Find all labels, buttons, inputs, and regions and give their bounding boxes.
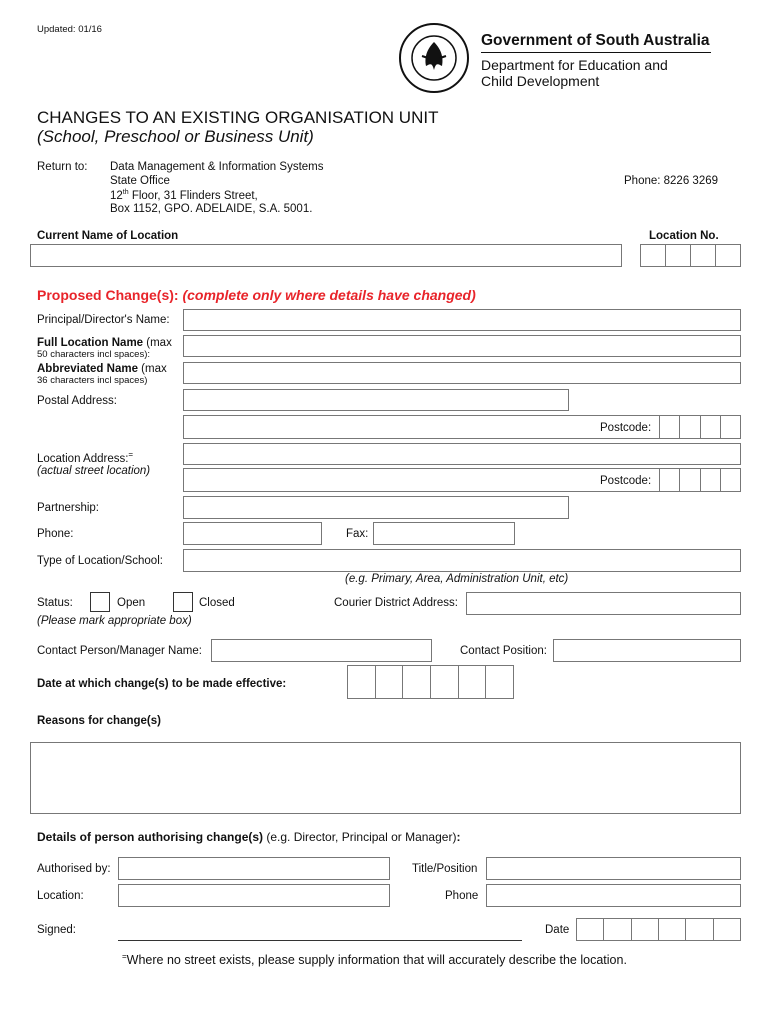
title-position-label: Title/Position [412, 863, 478, 875]
status-open-label: Open [117, 597, 146, 609]
location-address-label [37, 450, 133, 465]
abbr-name-limit: 36 characters incl spaces) [37, 375, 148, 386]
header-rule [481, 52, 711, 53]
page-title: CHANGES TO AN EXISTING ORGANISATION UNIT [37, 108, 439, 127]
authorising-heading-note: (e.g. Director, Principal or Manager) [263, 830, 457, 844]
location-postcode-label: Postcode: [600, 475, 652, 487]
abbr-name-label-bold: Abbreviated Name [37, 363, 138, 375]
courier-field[interactable] [466, 592, 741, 615]
full-name-label-bold: Full Location Name [37, 337, 144, 349]
authorising-heading [37, 830, 460, 844]
return-line-3 [110, 189, 258, 202]
status-label: Status: [37, 597, 73, 609]
location-address-note: (actual street location) [37, 465, 151, 477]
proposed-changes-title: Proposed Change(s): [37, 287, 179, 303]
authorised-by-label: Authorised by: [37, 863, 111, 875]
proposed-changes-heading [37, 287, 476, 303]
auth-phone-field[interactable] [486, 884, 741, 907]
title-position-field[interactable] [486, 857, 741, 880]
partnership-label: Partnership: [37, 502, 100, 514]
authorising-heading-colon: : [456, 830, 461, 844]
return-line-3-floor: 12 [110, 189, 123, 202]
authorising-heading-bold: Details of person authorising change(s) [37, 830, 264, 844]
location-address-footnote-mark: = [128, 450, 134, 459]
abbr-name-label [37, 363, 167, 375]
footnote-mark: = [122, 952, 127, 961]
return-phone: Phone: 8226 3269 [624, 175, 719, 187]
abbr-name-field[interactable] [183, 362, 741, 384]
contact-person-label: Contact Person/Manager Name: [37, 645, 202, 657]
south-australia-seal-logo [398, 22, 470, 94]
date-label: Date [545, 924, 570, 936]
type-of-location-note: (e.g. Primary, Area, Administration Unit, etc) [345, 573, 569, 585]
return-line-4: Box 1152, GPO. ADELAIDE, S.A. 5001. [110, 203, 313, 215]
full-name-label-note: (max [143, 337, 172, 349]
postal-address-field-1[interactable] [183, 389, 569, 411]
current-name-label: Current Name of Location [37, 230, 179, 242]
department-line-2: Child Development [481, 73, 600, 89]
principal-field[interactable] [183, 309, 741, 331]
date-effective-field[interactable] [347, 665, 514, 699]
location-address-field-2[interactable] [183, 468, 741, 492]
location-address-field-1[interactable] [183, 443, 741, 465]
phone-field[interactable] [183, 522, 322, 545]
contact-position-field[interactable] [553, 639, 741, 662]
auth-phone-label: Phone [445, 890, 479, 902]
full-name-limit: 50 characters incl spaces): [37, 349, 150, 360]
page-subtitle: (School, Preschool or Business Unit) [37, 127, 314, 146]
return-to-label: Return to: [37, 161, 88, 173]
status-note: (Please mark appropriate box) [37, 615, 192, 627]
type-of-location-field[interactable] [183, 549, 741, 572]
principal-label: Principal/Director's Name: [37, 314, 170, 326]
fax-field[interactable] [373, 522, 515, 545]
location-number-field[interactable] [640, 244, 741, 267]
contact-person-field[interactable] [211, 639, 432, 662]
postal-address-field-2[interactable] [183, 415, 741, 439]
return-line-1: Data Management & Information Systems [110, 161, 324, 173]
footnote [122, 952, 627, 967]
department-line-1: Department for Education and [481, 57, 668, 73]
updated-date: Updated: 01/16 [37, 24, 102, 35]
abbr-name-label-note: (max [137, 363, 167, 375]
location-address-text: Location Address: [37, 452, 129, 465]
footnote-text: Where no street exists, please supply information that will accurately describe the location. [126, 953, 627, 968]
auth-location-field[interactable] [118, 884, 390, 907]
courier-label: Courier District Address: [334, 597, 458, 609]
reasons-label: Reasons for change(s) [37, 715, 161, 727]
fax-label: Fax: [346, 528, 369, 540]
government-name: Government of South Australia [481, 32, 710, 49]
phone-label: Phone: [37, 528, 74, 540]
postal-postcode-field[interactable] [659, 415, 741, 439]
location-postcode-field[interactable] [659, 468, 741, 492]
partnership-field[interactable] [183, 496, 569, 519]
authorised-by-field[interactable] [118, 857, 390, 880]
signature-line[interactable] [118, 940, 522, 941]
status-open-checkbox[interactable] [90, 592, 110, 612]
auth-location-label: Location: [37, 890, 84, 902]
reasons-field[interactable] [30, 742, 741, 814]
postal-postcode-label: Postcode: [600, 422, 652, 434]
contact-position-label: Contact Position: [460, 645, 547, 657]
date-effective-label: Date at which change(s) to be made effective: [37, 678, 287, 690]
full-name-label [37, 337, 172, 349]
signed-date-field[interactable] [576, 918, 741, 941]
full-name-field[interactable] [183, 335, 741, 357]
return-line-3-street: Floor, 31 Flinders Street, [128, 189, 258, 202]
type-of-location-label: Type of Location/School: [37, 555, 163, 567]
status-closed-checkbox[interactable] [173, 592, 193, 612]
postal-address-label: Postal Address: [37, 395, 117, 407]
signed-label: Signed: [37, 924, 77, 936]
proposed-changes-note: (complete only where details have changed) [182, 287, 476, 303]
return-line-2: State Office [110, 175, 170, 187]
status-closed-label: Closed [199, 597, 235, 609]
return-line-3-superscript: th [122, 189, 129, 196]
location-number-label: Location No. [649, 230, 719, 242]
current-name-field[interactable] [30, 244, 622, 267]
